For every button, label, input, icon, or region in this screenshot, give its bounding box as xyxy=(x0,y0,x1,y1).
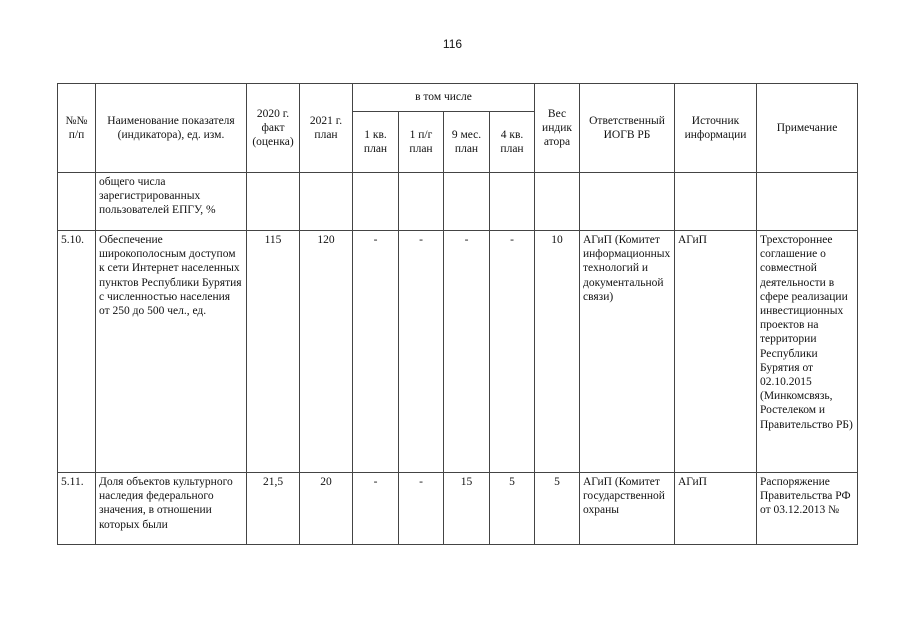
col-header-responsible: Ответственный ИОГВ РБ xyxy=(580,84,675,173)
cell-note: Трехстороннее соглашение о совместной деятельности в сфере реализации инвестиционных проектов на территории Республики Бурятия от 02.10.2015 (Минкомсвязь, Ростелеком и Правительство РБ) xyxy=(757,231,858,473)
cell-q1 xyxy=(353,173,399,231)
col-header-q4: 4 кв. план xyxy=(490,112,535,173)
cell-note xyxy=(757,173,858,231)
page-number: 116 xyxy=(442,37,463,51)
col-header-fact2020: 2020 г. факт (оценка) xyxy=(247,84,300,173)
table-row xyxy=(58,473,858,545)
col-header-plan2021: 2021 г. план xyxy=(300,84,353,173)
cell-name: Доля объектов культурного наследия федерального значения, в отношении которых были xyxy=(96,473,247,545)
cell-num xyxy=(58,173,96,231)
cell-note: Распоряжение Правительства РФ от 03.12.2013 № xyxy=(757,473,858,545)
cell-name: общего числа зарегистрированных пользователей ЕПГУ, % xyxy=(96,173,247,231)
header-row xyxy=(58,84,858,112)
cell-source xyxy=(675,173,757,231)
cell-weight xyxy=(535,173,580,231)
col-header-source: Источник информации xyxy=(675,84,757,173)
cell-h1 xyxy=(399,173,444,231)
cell-q1: - xyxy=(353,473,399,545)
cell-name: Обеспечение широкополосным доступом к сети Интернет населенных пунктов Республики Бурятия с численностью населения от 250 до 500 чел., ед. xyxy=(96,231,247,473)
cell-fact2020: 21,5 xyxy=(247,473,300,545)
cell-h1: - xyxy=(399,231,444,473)
col-header-num: №№ п/п xyxy=(58,84,96,173)
cell-weight: 10 xyxy=(535,231,580,473)
indicators-table xyxy=(57,83,858,545)
cell-source: АГиП xyxy=(675,231,757,473)
col-header-including: в том числе xyxy=(353,84,535,112)
table-row xyxy=(58,173,858,231)
cell-num: 5.10. xyxy=(58,231,96,473)
col-header-name: Наименование показателя (индикатора), ед. изм. xyxy=(96,84,247,173)
cell-fact2020: 115 xyxy=(247,231,300,473)
table-row xyxy=(58,231,858,473)
cell-source: АГиП xyxy=(675,473,757,545)
col-header-h1: 1 п/г план xyxy=(399,112,444,173)
col-header-note: Примечание xyxy=(757,84,858,173)
col-header-q1: 1 кв. план xyxy=(353,112,399,173)
cell-responsible xyxy=(580,173,675,231)
cell-m9 xyxy=(444,173,490,231)
cell-plan2021: 20 xyxy=(300,473,353,545)
cell-fact2020 xyxy=(247,173,300,231)
cell-num: 5.11. xyxy=(58,473,96,545)
cell-plan2021: 120 xyxy=(300,231,353,473)
cell-q4: 5 xyxy=(490,473,535,545)
cell-weight: 5 xyxy=(535,473,580,545)
cell-q4: - xyxy=(490,231,535,473)
col-header-m9: 9 мес. план xyxy=(444,112,490,173)
cell-plan2021 xyxy=(300,173,353,231)
cell-q1: - xyxy=(353,231,399,473)
col-header-weight: Вес индик атора xyxy=(535,84,580,173)
cell-m9: 15 xyxy=(444,473,490,545)
cell-responsible: АГиП (Комитет информационных технологий и документальной связи) xyxy=(580,231,675,473)
cell-q4 xyxy=(490,173,535,231)
cell-responsible: АГиП (Комитет государственной охраны xyxy=(580,473,675,545)
cell-m9: - xyxy=(444,231,490,473)
cell-h1: - xyxy=(399,473,444,545)
